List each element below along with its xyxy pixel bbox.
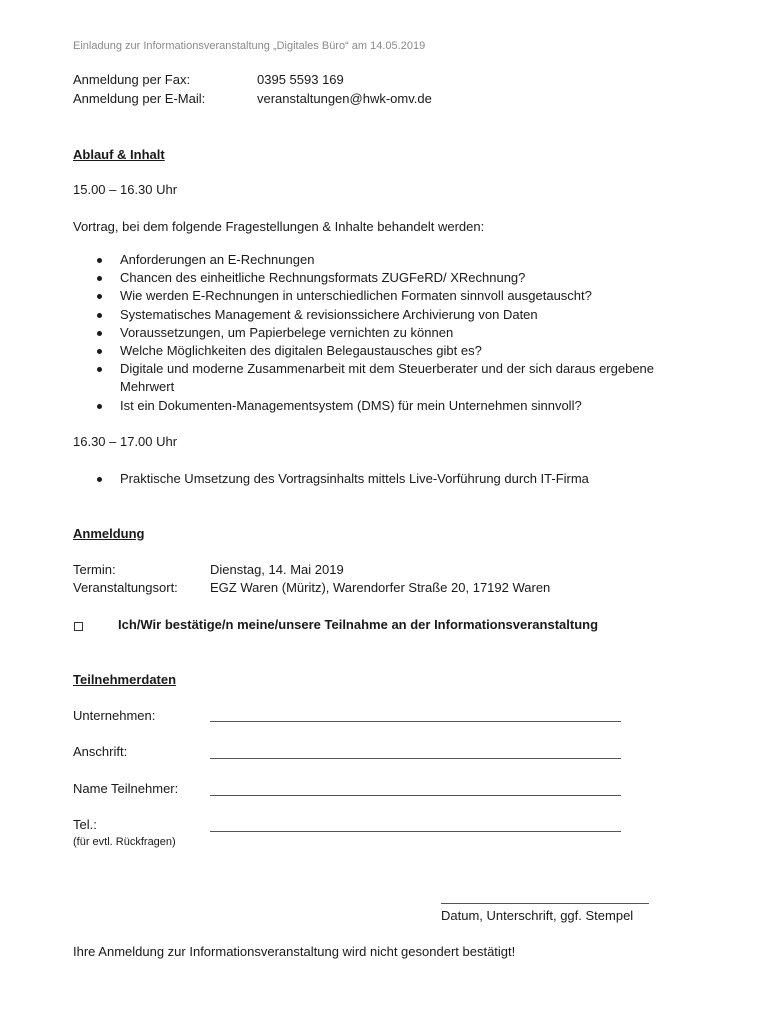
name-field[interactable]	[210, 795, 621, 796]
teilnehmer-heading: Teilnehmerdaten	[73, 672, 177, 687]
tel-field[interactable]	[210, 831, 621, 832]
bullet-icon	[97, 294, 102, 299]
list-item: Voraussetzungen, um Papierbelege vernichten zu können	[73, 324, 673, 342]
bullet-icon	[97, 477, 102, 482]
list-item: Systematisches Management & revisionssichere Archivierung von Daten	[73, 306, 673, 324]
fax-label: Anmeldung per Fax:	[73, 72, 191, 87]
list-item: Chancen des einheitliche Rechnungsformats ZUGFeRD/ XRechnung?	[73, 269, 673, 287]
anschrift-label: Anschrift:	[73, 744, 128, 759]
time-slot-2: 16.30 – 17.00 Uhr	[73, 434, 178, 449]
termin-value: Dienstag, 14. Mai 2019	[210, 562, 344, 577]
list-item: Welche Möglichkeiten des digitalen Belegaustausches gibt es?	[73, 342, 673, 360]
anmeldung-heading: Anmeldung	[73, 526, 145, 541]
intro-text: Vortrag, bei dem folgende Fragestellungen & Inhalte behandelt werden:	[73, 219, 485, 234]
bullet-icon	[97, 258, 102, 263]
ort-label: Veranstaltungsort:	[73, 580, 178, 595]
tel-note: (für evtl. Rückfragen)	[73, 836, 176, 848]
email-value: veranstaltungen@hwk-omv.de	[257, 91, 432, 106]
demo-list	[73, 470, 673, 488]
tel-label: Tel.:	[73, 817, 97, 832]
footer-note: Ihre Anmeldung zur Informationsveranstaltung wird nicht gesondert bestätigt!	[73, 944, 516, 959]
list-item: Praktische Umsetzung des Vortragsinhalts mittels Live-Vorführung durch IT-Firma	[73, 470, 673, 488]
bullet-icon	[97, 404, 102, 409]
anschrift-field[interactable]	[210, 758, 621, 759]
topic-list	[73, 251, 673, 415]
email-label: Anmeldung per E-Mail:	[73, 91, 206, 106]
list-item: Digitale und moderne Zusammenarbeit mit dem Steuerberater und der sich daraus ergebene Mehrwert	[73, 360, 665, 396]
confirm-text: Ich/Wir bestätige/n meine/unsere Teilnahme an der Informationsveranstaltung	[118, 617, 599, 632]
ort-value: EGZ Waren (Müritz), Warendorfer Straße 20, 17192 Waren	[210, 580, 551, 595]
signature-line[interactable]	[441, 903, 649, 904]
bullet-icon	[97, 367, 102, 372]
ablauf-heading: Ablauf & Inhalt	[73, 147, 165, 162]
list-item: Wie werden E-Rechnungen in unterschiedlichen Formaten sinnvoll ausgetauscht?	[73, 287, 673, 305]
bullet-icon	[97, 349, 102, 354]
name-label: Name Teilnehmer:	[73, 781, 179, 796]
list-item: Anforderungen an E-Rechnungen	[73, 251, 673, 269]
page-header: Einladung zur Informationsveranstaltung „Digitales Büro“ am 14.05.2019	[73, 40, 426, 52]
unternehmen-label: Unternehmen:	[73, 708, 156, 723]
bullet-icon	[97, 313, 102, 318]
signature-label: Datum, Unterschrift, ggf. Stempel	[441, 908, 634, 923]
confirm-checkbox[interactable]	[74, 622, 83, 631]
list-item: Ist ein Dokumenten-Managementsystem (DMS) für mein Unternehmen sinnvoll?	[73, 397, 673, 415]
termin-label: Termin:	[73, 562, 116, 577]
fax-value: 0395 5593 169	[257, 72, 344, 87]
unternehmen-field[interactable]	[210, 721, 621, 722]
time-slot-1: 15.00 – 16.30 Uhr	[73, 182, 178, 197]
bullet-icon	[97, 276, 102, 281]
bullet-icon	[97, 331, 102, 336]
